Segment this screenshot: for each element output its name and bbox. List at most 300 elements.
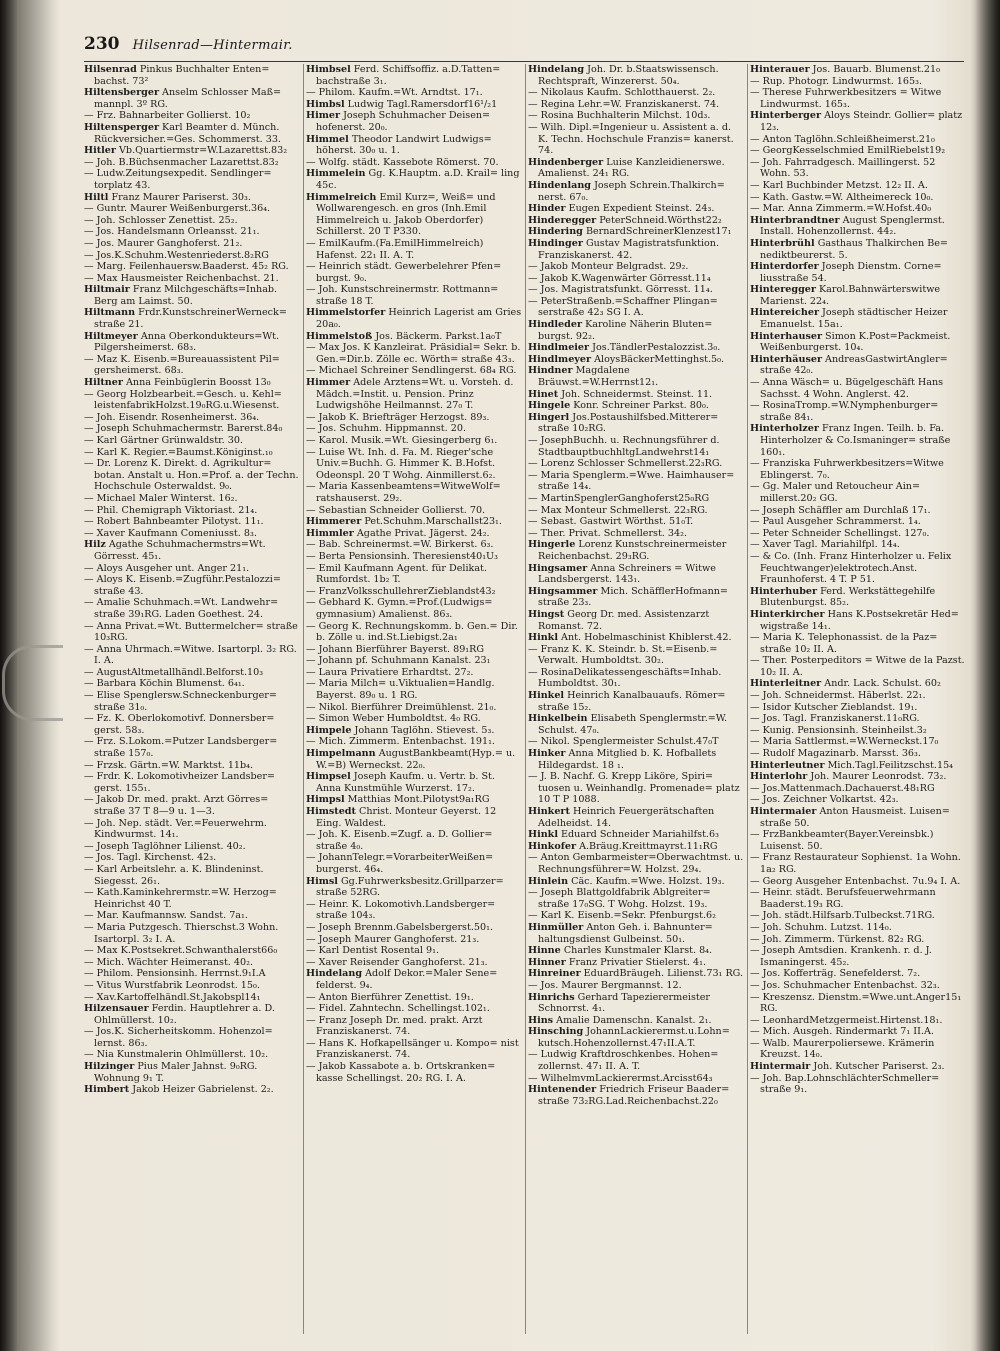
directory-entry: — Vitus Wurstfabrik Leonrodst. 15₀. (84, 979, 260, 991)
directory-entry: — JosephBuchh. u. Rechnungsführer d. StadtbauptbuchhltgLandwehrst14₁ (528, 435, 720, 458)
directory-entry: — Philom. Pensionsinh. Herrnst.9₁I.A (84, 968, 266, 980)
directory-entry: — Nia Kunstmalerin Ohlmüllerst. 10₂. (84, 1049, 269, 1061)
directory-entry: — Mar. Kaufmannsw. Sandst. 7a₁. (84, 910, 248, 922)
directory-entry: — Bab. Schreinermst.=W. Birkerst. 6₃. (306, 539, 494, 551)
directory-entry: — Karl Buchbinder Metzst. 12₂ II. A. (750, 179, 928, 191)
directory-entry: Hindlmeier Jos.TändlerPestalozzist.3₀. (528, 342, 721, 354)
directory-entry: — Mich. Ausgeh. Rindermarkt 7₁ II.A. (750, 1026, 934, 1038)
surname: Hinrichs (528, 991, 575, 1003)
surname: Hinterlohr (750, 771, 808, 783)
directory-entry: Hinkl Eduard Schneider Mariahilfst.6₃ (528, 829, 719, 841)
directory-entry: Hinner Franz Privatier Stielerst. 4₁. (528, 956, 706, 968)
surname: Hingerle (528, 539, 576, 551)
directory-entry: Hingele Konr. Schreiner Parkst. 80₀. (528, 400, 709, 412)
directory-entry: Himpsl Matthias Mont.Pilotyst9a₁RG (306, 794, 490, 806)
surname: Hindlmeyer (528, 353, 592, 365)
directory-entry: — Karl K. Eisenb.=Sekr. Pfenburgst.6₂ (528, 910, 716, 922)
directory-entry: — Anton Taglöhn.Schleißheimerst.21₀ (750, 133, 935, 145)
directory-entry: — Maria Sattlermst.=W.Werneckst.17₀ (750, 736, 939, 748)
directory-entry: — Joh. städt.Hilfsarb.Tulbeckst.71RG. (750, 910, 935, 922)
directory-entry: Hinkofer A.Bräug.Kreittmayrst.11₁RG (528, 840, 718, 852)
directory-entry: — Dr. Lorenz K. Direkt. d. Agrikultur= botan. Anstalt u. Hon.=Prof. a. der Techn. Hochschule Osterwaldst. 9₀. (84, 458, 299, 493)
directory-entry: — Joh. Schneidermst. Häberlst. 22₁. (750, 690, 926, 702)
directory-entry: — Philom. Kaufm.=Wt. Arndtst. 17₁. (306, 87, 483, 99)
directory-entry: Hingerl Jos.Postaushilfsbed.Mitterer= straße 10₂RG. (528, 411, 719, 435)
directory-entry: Hinterdorfer Joseph Dienstm. Corne= liusstraße 54. (750, 261, 942, 284)
surname: Hindelang (528, 64, 585, 75)
directory-entry: — Gebhard K. Gymn.=Prof.(Ludwigs= gymnasium) Amalienst. 86₃. (306, 597, 493, 620)
directory-entry: Hinne Charles Kunstmaler Klarst. 8₄. (528, 945, 713, 957)
directory-entry: — FrzBankbeamter(Bayer.Vereinsbk.) Luisenst. 50. (750, 829, 934, 852)
directory-entry: — Karl Dentist Rosental 9₁. (306, 945, 440, 957)
surname: Hinterberger (750, 110, 822, 122)
directory-entry: — Jakob Dr. med. prakt. Arzt Görres= straße 37 T 8—9 u. 1—3. (84, 794, 269, 817)
surname: Hins (528, 1014, 554, 1026)
surname: Hindering (528, 226, 583, 238)
directory-entry: — Nikol. Bierführer Dreimühlenst. 21₀. (306, 701, 497, 713)
directory-entry: — Joh. Nep. städt. Ver.=Feuerwehrm. Kindwurmst. 14₁. (84, 817, 267, 841)
surname: Himbsl (306, 98, 345, 110)
directory-entry: Hinderegger PeterSchneid.Wörthst22₂ (528, 214, 722, 226)
directory-entry: — Mar. Anna Zimmerm.=W.Hofst.40₀ (750, 203, 932, 215)
directory-entry: — Jos. Maurer Bergmannst. 12. (528, 979, 682, 991)
directory-entry: — Max Jos. K Kanzleirat. Präsidial= Sekr. b. Gen.=Dir.b. Zölle ec. Wörth= straße 43₃. (306, 342, 521, 365)
surname: Himmelstorfer (306, 307, 386, 319)
surname: Hindenberger (528, 156, 604, 168)
directory-entry: Hingst Georg Dr. med. Assistenzarzt Romanst. 72. (528, 608, 710, 632)
directory-entry: — RosinaTromp.=W.Nymphenburger= straße 84₁. (750, 400, 939, 423)
directory-entry: Hindlmeyer AloysBäckerMettinghst.5₀. (528, 353, 725, 365)
directory-entry: — Maria Milch= u.Viktualien=Handlg. Bayerst. 89₀ u. 1 RG. (306, 678, 495, 702)
surname: Hinlein (528, 875, 569, 887)
directory-entry: — Jos. Handelsmann Orleansst. 21₁. (84, 226, 260, 238)
directory-entry: Hinterbrühl Gasthaus Thalkirchen Be= nediktbeurerst. 5. (750, 237, 948, 261)
directory-entry: — Robert Bahnbeamter Pilotyst. 11₁. (84, 516, 264, 528)
directory-entry: — Frz. S.Lokom.=Putzer Landsberger= straße 157₀. (84, 736, 278, 760)
surname: Hingerl (528, 411, 570, 423)
surname: Hiltmann (84, 307, 136, 319)
directory-entry: — Joh. Bap.LohnschlächterSchmeller= straße 9₁. (750, 1072, 940, 1096)
directory-entry: Hinterlohr Joh. Maurer Leonrodst. 73₂. (750, 771, 947, 783)
surname: Himer (306, 110, 341, 122)
directory-entry: — Jos. Tagl. Kirchenst. 42₃. (84, 852, 217, 864)
directory-entry: — Frdr. K. Lokomotivheizer Landsber= gerst. 155₁. (84, 771, 275, 794)
surname: Hintenender (528, 1084, 597, 1096)
directory-entry: Hinkert Heinrich Feuergerätschaften Adelheidst. 14. (528, 806, 715, 829)
surname: Hintermaier (750, 806, 817, 817)
directory-entry: Himmer Adele Arztens=Wt. u. Vorsteh. d. Mädch.=Instit. u. Pension. Prinz Ludwigshöhe Heilmannst. 27₀ T. (306, 377, 514, 412)
surname: Himmer (306, 377, 351, 389)
directory-entry: — Anna Uhrmach.=Witwe. Isartorpl. 3₂ RG. I. A. (84, 643, 297, 667)
directory-entry: — Isidor Kutscher Zieblandst. 19₁. (750, 701, 918, 713)
directory-entry: Himbert Jakob Heizer Gabrielenst. 2₂. (84, 1084, 274, 1096)
directory-entry: — Sebastian Schneider Gollierst. 70. (306, 504, 486, 516)
directory-entry: — Max K.Postsekret.Schwanthalerst66₀ (84, 945, 278, 957)
surname: Himmelein (306, 168, 366, 180)
surname: Hiltensperger (84, 121, 159, 133)
directory-entry: — Rudolf Magazinarb. Marsst. 36₃. (750, 748, 921, 760)
directory-entry: — J. B. Nachf. G. Krepp Liköre, Spiri= tuosen u. Weinhandlg. Promenade= platz 10 T P 1088. (528, 771, 740, 806)
directory-entry: Hintermair Joh. Kutscher Pariserst. 2₃. (750, 1061, 945, 1073)
surname: Hinterdorfer (750, 261, 819, 273)
surname: Hinsching (528, 1026, 584, 1038)
surname: Himbsel (306, 64, 351, 75)
directory-entry: — Joh. Schlosser Zenettist. 25₂. (84, 214, 238, 226)
directory-entry: — Marg. Feilenhauersw.Baaderst. 45₂ RG. (84, 261, 289, 273)
directory-entry: — Xaver Kaufmann Comeniusst. 8₃. (84, 527, 257, 539)
header-rule (84, 61, 964, 62)
surname: Hinker (528, 748, 566, 760)
directory-entry: Hinreiner EduardBräugeh. Lilienst.73₁ RG. (528, 968, 744, 980)
directory-entry: Hinterbrandtner August Spenglermst. Install. Hohenzollernst. 44₂. (750, 214, 945, 238)
surname: Hiltner (84, 377, 123, 389)
directory-entry: — Emil Kaufmann Agent. für Delikat. Rumfordst. 1b₂ T. (306, 562, 487, 586)
directory-entry: — Elise Spenglersw.Schneckenburger= straße 31₀. (84, 690, 277, 713)
directory-entry: Hingsamer Anna Schreiners = Witwe Landsbergerst. 143₁. (528, 562, 716, 586)
directory-entry: — Joseph Schuhmachermstr. Barerst.84₀ (84, 423, 283, 435)
directory-entry: — Frz. Bahnarbeiter Gollierst. 10₂ (84, 110, 251, 122)
directory-entry: Hinet Joh. Schneidermst. Steinst. 11. (528, 388, 713, 400)
directory-entry: — Rup. Photogr. Lindwurmst. 165₃. (750, 75, 923, 87)
directory-entry: — Maria K. Telephonassist. de la Paz= straße 10₂ II. A. (750, 632, 938, 655)
directory-entry: — Kath.Kaminkehrermstr.=W. Herzog= Heinrichst 40 T. (84, 887, 277, 910)
surname: Hindinger (528, 237, 583, 249)
directory-entry: — Jos.K.Schuhm.Westenriederst.8₂RG (84, 249, 269, 261)
surname: Himpelmann (306, 748, 376, 760)
directory-entry: Himsl Gg.Fuhrwerksbesitz.Grillparzer= straße 52RG. (306, 875, 504, 899)
directory-entry: — Jos. Schuhmacher Entenbachst. 32₃. (750, 979, 940, 991)
surname: Hingst (528, 608, 565, 620)
directory-entry: Hingerle Lorenz Kunstschreinermeister Reichenbachst. 29₃RG. (528, 539, 727, 562)
surname: Himbert (84, 1084, 130, 1096)
directory-entry: — Wolfg. städt. Kassebote Römerst. 70. (306, 156, 499, 168)
directory-entry: Hilzinger Pius Maler Jahnst. 9₀RG. Wohnung 9₁ T. (84, 1061, 258, 1084)
surname: Hinne (528, 945, 561, 957)
directory-entry: — Jakob K.Wagenwärter Görresst.11₄ (528, 272, 711, 284)
directory-entry: — Jos. Tagl. Franziskanerst.11₀RG. (750, 713, 920, 725)
column-divider (525, 64, 526, 1334)
surname: Hinterholzer (750, 423, 819, 435)
directory-entry: Himstedt Christ. Monteur Geyerst. 12 Eing. Waldest. (306, 806, 497, 829)
directory-entry: — Joh. Zimmerm. Türkenst. 82₂ RG. (750, 933, 925, 945)
directory-entry: — MartinSpenglerGanghoferst25₀RG (528, 492, 710, 504)
surname: Hindlmeier (528, 342, 590, 354)
directory-entry: — Phil. Chemigraph Viktoriast. 21₄. (84, 504, 258, 516)
directory-entry: Hinlein Cäc. Kaufm.=Wwe. Holzst. 19₃. (528, 875, 725, 887)
directory-entry: — Amalie Schuhmach.=Wt. Landwehr= straße 39₁RG. Laden Goethest. 24. (84, 597, 279, 620)
directory-entry: — Joseph Amtsdien. Krankenh. r. d. J. Ismaningerst. 45₂. (750, 945, 932, 968)
page-edge-shadow (970, 0, 1000, 1351)
directory-entry: — Joseph Blattgoldfabrik Ablgreiter= straße 17₀SG. T Wohg. Holzst. 19₃. (528, 887, 711, 910)
surname: Himmelstoß (306, 330, 373, 342)
directory-entry: — Aloys Ausgeher unt. Anger 21₁. (84, 562, 250, 574)
directory-entry: — Anna Wäsch= u. Bügelgeschäft Hans Sachsst. 4 Wohn. Anglerst. 42. (750, 377, 944, 400)
surname: Himmelreich (306, 191, 377, 203)
directory-entry: — Jakob Monteur Belgradst. 29₂. (528, 261, 689, 273)
surname: Hintermair (750, 1061, 811, 1073)
surname: Hiltmeyer (84, 330, 138, 342)
directory-entry: — Mich. Wächter Heimeranst. 40₂. (84, 956, 254, 968)
directory-entry: — Maria Spenglerm.=Wwe. Haimhauser= straße 14₄. (528, 469, 735, 493)
directory-entry: — Fz. K. Oberlokomotivf. Donnersber= gerst. 58₃. (84, 713, 275, 736)
surname: Hindner (528, 365, 573, 377)
directory-entry: — Mich. Zimmerm. Entenbachst. 191₁. (306, 736, 495, 748)
directory-entry: — Jos. Maurer Ganghoferst. 21₂. (84, 237, 243, 249)
directory-entry: — Nikolaus Kaufm. Schlotthauerst. 2₂. (528, 87, 716, 99)
directory-entry: — Jos.K. Sicherheitskomm. Hohenzol= lernst. 86₃. (84, 1026, 273, 1049)
directory-entry: — Johann Bierführer Bayerst. 89₁RG (306, 643, 485, 655)
directory-entry: Hinterleitner Andr. Lack. Schulst. 60₂ (750, 678, 941, 690)
directory-entry: — Walb. Maurerpoliersewe. Krämerin Kreuzst. 14₀. (750, 1037, 935, 1061)
surname: Hindleder (528, 319, 583, 331)
surname: Hinner (528, 956, 566, 968)
directory-entry: Hinterkircher Hans K.Postsekretär Hed= wigstraße 14₁. (750, 608, 959, 632)
surname: Hinkl (528, 632, 558, 644)
directory-entry: — Georg Ausgeher Entenbachst. 7u.9₄ I. A. (750, 875, 961, 887)
directory-entry: — RosinaDelikatessengeschäfts=Inhab. Humboldtst. 30₁. (528, 666, 722, 690)
directory-entry: Himmerer Pet.Schuhm.Marschallst23₁. (306, 516, 502, 528)
directory-entry: — Lorenz Schlosser Schmellerst.22₃RG. (528, 458, 723, 470)
directory-entry: — Franz Restaurateur Sophienst. 1a Wohn. 1a₂ RG. (750, 852, 961, 875)
directory-entry: — Maria Putzgesch. Thierschst.3 Wohn. Isartorpl. 3₂ I. A. (84, 921, 279, 945)
directory-entry: Hiltner Anna Feinbüglerin Boosst 13₀ (84, 377, 271, 389)
surname: Hilsenrad (84, 64, 137, 75)
directory-entry: Hilsenrad Pinkus Buchhalter Enten= bachst. 73² (84, 64, 270, 87)
surname: Hiltmair (84, 284, 130, 296)
directory-entry: — Rosina Buchhalterin Milchst. 10d₃. (528, 110, 711, 122)
directory-entry: — PeterStraßenb.=Schaffner Plingan= serstraße 42₃ SG I. A. (528, 295, 718, 319)
directory-entry: Hintermaier Anton Hausmeist. Luisen= straße 50. (750, 806, 950, 829)
directory-entry: — Jakob K. Briefträger Herzogst. 89₃. (306, 411, 490, 423)
directory-entry: Hinteregger Karol.Bahnwärterswitwe Marienst. 22₄. (750, 284, 941, 307)
directory-entry: — Heinr. K. Lokomotivh.Landsberger= straße 104₃. (306, 898, 496, 922)
directory-entry: — Ther. Posterpeditors = Witwe de la Pazst. 10₂ II. A. (750, 655, 965, 678)
directory-entry: — Joseph Schäffler am Durchlaß 17₁. (750, 504, 931, 516)
directory-entry: — GeorgKesselschmied EmilRiebelst19₂ (750, 145, 946, 157)
directory-entry: — Joh. Kunstschreinermstr. Rottmann= straße 18 T. (306, 284, 499, 307)
directory-entry: Himmelein Gg. K.Hauptm. a.D. Krail= ling 45c. (306, 168, 520, 191)
surname: Hinterauer (750, 64, 810, 75)
surname: Hinteregger (750, 284, 816, 296)
directory-entry: Himmler Agathe Privat. Jägerst. 24₂. (306, 527, 490, 539)
directory-entry: — Jakob Kassabote a. b. Ortskranken= kasse Schellingst. 20₂ RG. I. A. (306, 1061, 496, 1084)
directory-entry: — Joh. Eisendr. Rosenheimerst. 36₄. (84, 411, 260, 423)
surname: Hinterhäuser (750, 353, 822, 365)
directory-entry: — Franz K. K. Steindr. b. St.=Eisenb.= Verwalt. Humboldtst. 30₂. (528, 643, 718, 667)
directory-entry: Hindenlang Joseph Schrein.Thalkirch= nerst. 67₀. (528, 179, 725, 203)
surname: Himmel (306, 133, 349, 145)
directory-entry: Hinterhäuser AndreasGastwirtAngler= straße 42₀. (750, 353, 948, 377)
directory-entry: — Maria Kassenbeamtens=WitweWolf= ratshauserst. 29₂. (306, 481, 501, 504)
surname: Hindenlang (528, 179, 592, 191)
directory-entry: — Nikol. Spenglermeister Schulst.47₀T (528, 736, 719, 748)
directory-entry: — Regina Lehr.=W. Franziskanerst. 74. (528, 98, 720, 110)
directory-entry: — Joh. Schuhm. Lutzst. 114₀. (750, 921, 892, 933)
directory-entry: Himpelmann AugustBankbeamt(Hyp.= u. W.=B) Werneckst. 22₀. (306, 748, 516, 771)
directory-entry: — Karol. Musik.=Wt. Giesingerberg 6₁. (306, 435, 498, 446)
column-divider (303, 64, 304, 1334)
surname: Hinkel (528, 690, 565, 702)
column-3 (528, 64, 744, 1334)
directory-entry: Hinsching JohannLackierermst.u.Lohn= kutsch.Hohenzollernst.47₁II.A.T. (528, 1026, 730, 1049)
directory-entry: Himmelreich Emil Kurz=, Weiß= und Wollwarengesch. en gros (Inh.Emil Himmelreich u. Jakob Oberdorfer) Schillerst. 20 T P330. (306, 191, 496, 238)
directory-entry: Hinker Anna Mitglied b. K. Hofballets Hildegardst. 18 ₁. (528, 748, 717, 771)
directory-entry: Hinrichs Gerhard Tapezierermeister Schnorrst. 4₁. (528, 991, 710, 1015)
surname: Himpsel (306, 771, 351, 783)
directory-entry: Hinterberger Aloys Steindr. Gollier= platz 12₃. (750, 110, 963, 133)
directory-entry: — LeonhardMetzgermeist.Hirtenst.18₁. (750, 1014, 943, 1026)
surname: Hinmüller (528, 921, 584, 933)
paper-clip (2, 645, 63, 721)
directory-entry: — Jos. Kofferträg. Senefelderst. 7₂. (750, 968, 921, 980)
directory-entry: — Simon Weber Humboldtst. 4₀ RG. (306, 713, 481, 725)
directory-entry: — Wilh. Dipl.=Ingenieur u. Assistent a. d. K. Techn. Hochschule Franzis= kanerst. 74. (528, 121, 734, 157)
surname: Hingsammer (528, 585, 598, 597)
directory-entry: — Michael Schreiner Sendlingerst. 68₄ RG. (306, 365, 517, 377)
directory-entry: Hiltl Franz Maurer Pariserst. 30₃. (84, 191, 251, 203)
directory-entry: Hindelang Joh. Dr. b.Staatswissensch. Rechtspraft, Winzererst. 50₄. (528, 64, 719, 87)
directory-entry: — AugustAltmetallhändl.Belforst.10₃ (84, 666, 264, 678)
directory-entry: — Paul Ausgeher Schrammerst. 1₄. (750, 516, 921, 528)
column-4 (750, 64, 966, 1334)
directory-entry: Hindelang Adolf Dekor.=Maler Sene= felderst. 9₄. (306, 968, 498, 991)
directory-entry: Himer Joseph Schuhmacher Deisen= hofenerst. 20₀. (306, 110, 491, 133)
directory-entry: — Fidel. Zahntechn. Schellingst.102₁. (306, 1003, 490, 1015)
surname: Hiltl (84, 191, 109, 203)
directory-entry: — Luise Wt. Inh. d. Fa. M. Rieger'sche Univ.=Buchh. G. Himmer K. B.Hofst. Odeonspl. 20 T Wohg. Ainmillerst.6₂. (306, 446, 496, 481)
directory-entry: — Karl Gärtner Grünwaldstr. 30. (84, 435, 243, 446)
directory-entry: Hinmüller Anton Geh. i. Bahnunter= haltungsdienst Gulbeinst. 50₁. (528, 921, 713, 945)
directory-entry: Himbsel Ferd. Schiffsoffiz. a.D.Tatten= bachstraße 3₁. (306, 64, 501, 87)
directory-entry: Hiltmair Franz Milchgeschäfts=Inhab. Berg am Laimst. 50. (84, 284, 278, 307)
directory-entry: — Guntr. Maurer Weißenburgerst.36₄. (84, 203, 271, 215)
directory-entry: Hinterhauser Simon K.Post=Packmeist. Weißenburgerst. 10₄. (750, 330, 951, 354)
surname: Himmler (306, 527, 354, 539)
directory-entry: — & Co. (Inh. Franz Hinterholzer u. Felix Feuchtwanger)elektrotech.Anst. Fraunhoferst. 4 T. P 51. (750, 550, 952, 586)
surname: Hindelang (306, 968, 363, 980)
directory-entry: — Berta Pensionsinh. Theresienst40₁U₃ (306, 550, 498, 562)
surname: Hilzensauer (84, 1003, 149, 1015)
directory-entry: — FranzVolksschullehrerZieblandst43₂ (306, 585, 496, 597)
directory-columns (84, 64, 964, 1334)
directory-entry: — EmilKaufm.(Fa.EmilHimmelreich) Hafenst. 22₁ II. A. T. (306, 237, 484, 261)
directory-entry: Hinkelbein Elisabeth Spenglermstr.=W. Schulst. 47₀. (528, 713, 728, 736)
directory-entry: — Joseph Maurer Ganghoferst. 21₃. (306, 933, 480, 945)
directory-entry: — Hans K. Hofkapellsänger u. Kompo= nist Franziskanerst. 74. (306, 1037, 519, 1061)
directory-entry: Himpsel Joseph Kaufm. u. Vertr. b. St. Anna Kunstmühle Wurzerst. 17₂. (306, 771, 495, 794)
surname: Hinterhuber (750, 585, 818, 597)
directory-entry: — Gg. Maler und Retoucheur Ain= millerst.20₂ GG. (750, 481, 920, 504)
directory-entry: Hindenberger Luise Kanzleidienerswe. Amalienst. 24₁ RG. (528, 156, 725, 180)
directory-entry: — Anton Gembarmeister=Oberwachtmst. u. Rechnungsführer=W. Holzst. 29₄. (528, 852, 744, 875)
directory-entry: Himpele Johann Taglöhn. Stievest. 5₃. (306, 724, 495, 736)
directory-entry: Hilz Agathe Schuhmachermstrs=Wt. Görresst. 45₁. (84, 539, 266, 562)
directory-entry: Himbsl Ludwig Tagl.Ramersdorf16¹/₂1 (306, 98, 498, 110)
directory-entry: — Barbara Köchin Blumenst. 6₄₁. (84, 678, 245, 690)
directory-entry: Himmelstorfer Heinrich Lagerist am Gries 20a₀. (306, 307, 522, 331)
directory-entry: — Joh. Fahrradgesch. Maillingerst. 52 Wohn. 53. (750, 156, 936, 180)
directory-entry: Hiltensperger Karl Beamter d. Münch. Rückversicher.=Ges. Schommerst. 33. (84, 121, 281, 145)
directory-entry: Himmelstoß Jos. Bäckerm. Parkst.1a₀T (306, 330, 502, 342)
directory-entry: — Xav.Kartoffelhändl.St.Jakobspl14₁ (84, 991, 261, 1003)
directory-entry: — Jos. Schuhm. Hippmannst. 20. (306, 423, 466, 435)
directory-entry: — Sebast. Gastwirt Wörthst. 51₀T. (528, 516, 694, 528)
surname: Himstedt (306, 806, 356, 817)
directory-entry: — Joh. K. Eisenb.=Zugf. a. D. Gollier= straße 4₀. (306, 829, 493, 852)
directory-entry: — Joseph Taglöhner Lilienst. 40₂. (84, 840, 246, 852)
directory-entry: — Michael Maler Winterst. 16₂. (84, 492, 238, 504)
directory-entry: — Jos. Magistratsfunkt. Görresst. 11₄. (528, 284, 713, 296)
directory-entry: — Ludw.Zeitungsexpedit. Sendlinger= torplatz 43. (84, 168, 272, 191)
directory-entry: — Kunig. Pensionsinh. Steinheilst.3₂ (750, 724, 927, 736)
directory-entry: — Ther. Privat. Schmellerst. 34₂. (528, 527, 688, 539)
surname: Hingele (528, 400, 571, 412)
column-divider (747, 64, 748, 1334)
directory-entry: Hintenender Friedrich Friseur Baader= straße 73₂RG.Lad.Reichenbachst.22₀ (528, 1084, 730, 1107)
directory-entry: Hindner Magdalene Bräuwst.=W.Herrnst12₁. (528, 365, 659, 389)
surname: Hinterleitner (750, 678, 822, 690)
surname: Himpsl (306, 794, 345, 806)
directory-entry: — Heinrich städt. Gewerbelehrer Pfen= burgst. 9₀. (306, 261, 502, 284)
directory-entry: — Anna Privat.=Wt. Buttermelcher= straße 10₃RG. (84, 620, 298, 644)
directory-entry: Hins Amalie Damenschn. Kanalst. 2₁. (528, 1014, 712, 1026)
surname: Hinterkircher (750, 608, 825, 620)
directory-entry: — Max Monteur Schmellerst. 22₃RG. (528, 504, 708, 516)
directory-entry: — Joseph Brennm.Gabelsbergerst.50₁. (306, 921, 493, 933)
directory-entry: — Maz K. Eisenb.=Bureauassistent Pil= gersheimerst. 68₃. (84, 353, 280, 377)
surname: Hitler (84, 145, 116, 157)
directory-entry: Hintereicher Joseph städtischer Heizer Emanuelst. 15a₁. (750, 307, 948, 331)
directory-entry: — Karl K. Regier.=Baumst.Königinst.₁₀ (84, 446, 273, 458)
page-header (84, 34, 964, 60)
directory-entry: Hinkl Ant. Hobelmaschinist Khiblerst.42. (528, 632, 732, 644)
directory-entry: — Kreszensz. Dienstm.=Wwe.unt.Anger15₁ RG. (750, 991, 962, 1015)
directory-entry: — Anton Bierführer Zenettist. 19₁. (306, 991, 474, 1003)
surname: Hinet (528, 388, 559, 400)
directory-entry: Hindleder Karoline Näherin Bluten= burgst. 92₂. (528, 319, 713, 342)
directory-entry: — Xaver Tagl. Mariahilfpl. 14₄. (750, 539, 900, 551)
directory-entry: Hindinger Gustav Magistratsfunktion. Franziskanerst. 42. (528, 237, 720, 261)
surname: Himmerer (306, 516, 362, 528)
directory-entry: Hilzensauer Ferdin. Hauptlehrer a. D. Ohlmüllerst. 10₂. (84, 1003, 275, 1026)
surname: Hintereicher (750, 307, 819, 319)
directory-entry: — Joh. B.Büchsenmacher Lazarettst.83₂ (84, 156, 279, 168)
page-number: 230 (84, 34, 120, 54)
directory-entry: — Therese Fuhrwerkbesitzers = Witwe Lindwurmst. 165₃. (750, 87, 942, 110)
surname: Hilzinger (84, 1061, 135, 1073)
directory-entry: — Jos. Zeichner Volkartst. 42₃. (750, 794, 899, 806)
surname: Hingsamer (528, 562, 588, 574)
directory-entry: — Ludwig Kraftdroschkenbes. Hohen= zollernst. 47₁ II. A. T. (528, 1049, 719, 1073)
running-head: Hilsenrad—Hintermair. (132, 38, 293, 53)
directory-entry: — Peter Schneider Schellingst. 127₀. (750, 527, 930, 539)
surname: Hinterbrandtner (750, 214, 840, 226)
surname: Hinreiner (528, 968, 581, 980)
directory-entry: — Jos.Mattenmach.Dachauerst.48₁RG (750, 782, 935, 794)
directory-entry: — Max Hausmeister Reichenbachst. 21. (84, 272, 279, 284)
directory-entry: — Franziska Fuhrwerkbesitzers=Witwe Eblingerst. 7₀. (750, 458, 944, 481)
column-1 (84, 64, 300, 1334)
directory-entry: — Heinr. städt. Berufsfeuerwehrmann Baaderst.19₃ RG. (750, 887, 936, 910)
directory-entry: — Karl Arbeitslehr. a. K. Blindeninst. Siegesst. 26₁. (84, 863, 264, 887)
surname: Hinkelbein (528, 713, 588, 725)
directory-entry: Hitler Vb.Quartiermstr=W.Lazarettst.83₂ (84, 145, 288, 157)
directory-entry: — Laura Privatiere Erhardtst. 27₂. (306, 666, 474, 678)
surname: Hinkl (528, 829, 558, 841)
surname: Hinterbrühl (750, 237, 815, 249)
directory-entry: — Kath. Gastw.=W. Altheimereck 10₀. (750, 191, 934, 203)
directory-entry: Hiltmeyer Anna Oberkondukteurs=Wt. Pilgersheimerst. 68₃. (84, 330, 280, 354)
